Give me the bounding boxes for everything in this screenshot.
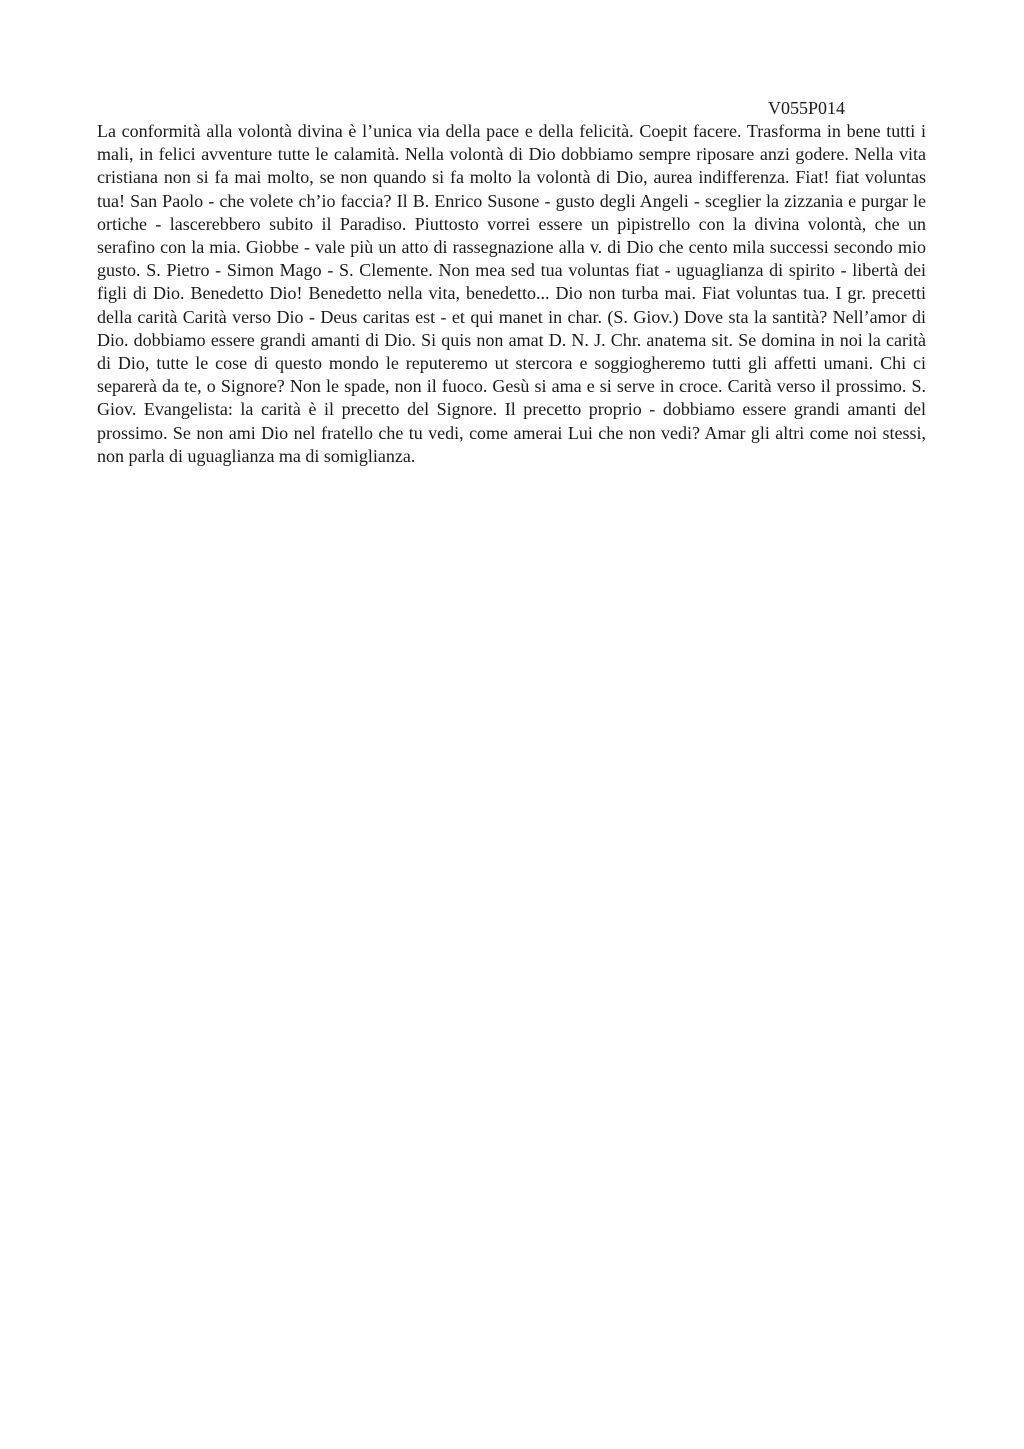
page-identifier: V055P014 (768, 98, 846, 118)
body-paragraph: La conformità alla volontà divina è l’unica via della pace e della felicità. Coepit facere. Trasforma in bene tutti i mali, in felici avventure tutte le calamità. Nella volontà di Dio dobbiamo sempre riposare anzi godere. Nella vita cristiana non si fa mai molto, se non quando si fa molto la volontà di Dio, aurea indifferenza. Fiat! fiat voluntas tua! San Paolo - che volete ch’io faccia? Il B. Enrico Susone - gusto degli Angeli - sceglier la zizzania e purgar le ortiche - lascerebbero subito il Paradiso. Piuttosto vorrei essere un pipistrello con la divina volontà, che un serafino con la mia. Giobbe - vale più un atto di rassegnazione alla v. di Dio che cento mila successi secondo mio gusto. S. Pietro - Simon Mago - S. Clemente. Non mea sed tua voluntas fiat - uguaglianza di spirito - libertà dei figli di Dio. Benedetto Dio! Benedetto nella vita, benedetto... Dio non turba mai. Fiat voluntas tua. I gr. precetti della carità Carità verso Dio - Deus caritas est - et qui manet in char. (S. Giov.) Dove sta la santità? Nell’amor di Dio. dobbiamo essere grandi amanti di Dio. Si quis non amat D. N. J. Chr. anatema sit. Se domina in noi la carità di Dio, tutte le cose di questo mondo le reputeremo ut stercora e soggiogheremo tutti gli affetti umani. Chi ci separerà da te, o Signore? Non le spade, non il fuoco. Gesù si ama e si serve in croce. Carità verso il prossimo. S. Giov. Evangelista: la carità è il precetto del Signore. Il precetto proprio - dobbiamo essere grandi amanti del prossimo. Se non ami Dio nel fratello che tu vedi, come amerai Lui che non vedi? Amar gli altri come noi stessi, non parla di uguaglianza ma di somiglianza. (97, 121, 926, 466)
